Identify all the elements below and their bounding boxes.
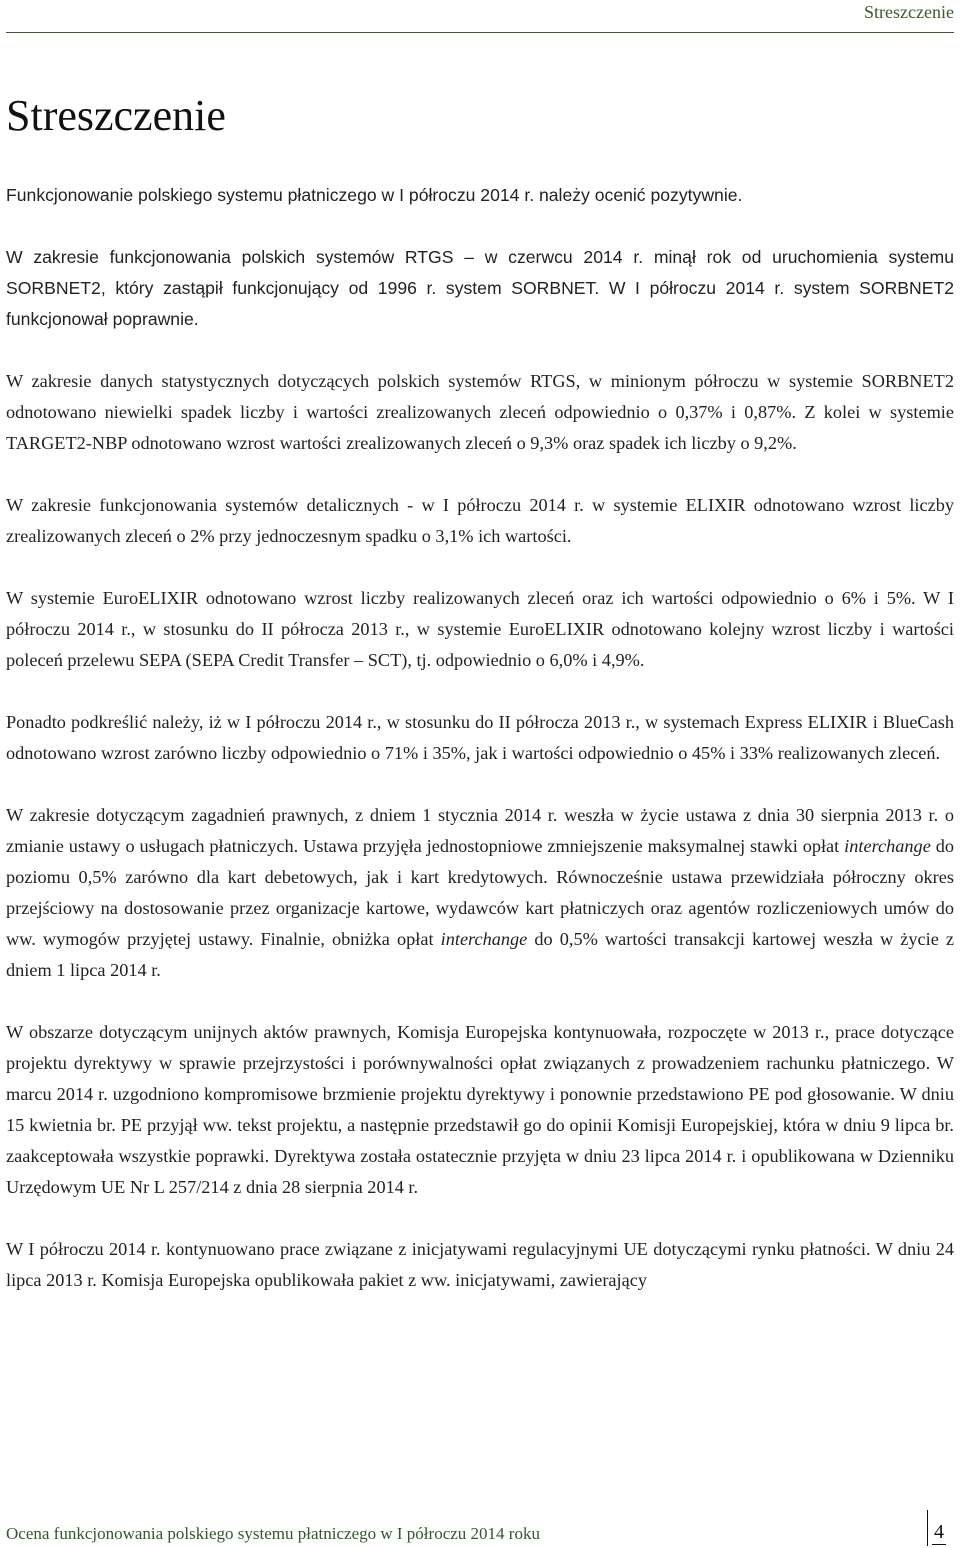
paragraph-gap — [6, 676, 954, 707]
running-header: Streszczenie — [864, 2, 954, 22]
paragraph-gap — [6, 1203, 954, 1234]
page-number: 4 — [934, 1521, 944, 1543]
paragraph-rtgs: W zakresie funkcjonowania polskich systemów RTGS – w czerwcu 2014 r. minął rok od uruchomienia systemu SORBNET2, który zastąpił funkcjonujący od 1996 r. system SORBNET. W I półroczu 2014 r. system SORBNET2 funkcjonował poprawnie. — [6, 247, 954, 329]
paragraph-gap — [6, 552, 954, 583]
paragraph-gap — [6, 335, 954, 366]
paragraph-gap — [6, 769, 954, 800]
page-title: Streszczenie — [6, 91, 226, 140]
header-rule — [6, 32, 954, 33]
paragraph-retail: W zakresie funkcjonowania systemów detalicznych - w I półroczu 2014 r. w systemie ELIXIR odnotowano wzrost liczby zrealizowanych zleceń o 2% przy jednoczesnym spadku o 3,1% ich wartości. — [6, 495, 954, 546]
paragraph-intro: Funkcjonowanie polskiego systemu płatniczego w I półroczu 2014 r. należy ocenić pozytywnie. — [6, 185, 743, 205]
legal-italic-interchange-2: interchange — [440, 929, 528, 949]
legal-text-part-2: do poziomu 0,5% zarówno dla kart debetowych, jak i kart kredytowych. Równocześnie ustawa przewidziała półroczny okres przejściowy na dostosowanie przez organizacje kartowe, wydawców kart płatniczych oraz agentów rozliczeniowych umów do ww. wymogów przyjętej ustawy. Finalnie, obniżka opłat — [6, 836, 955, 949]
document-body — [6, 180, 954, 1296]
footer-document-title: Ocena funkcjonowania polskiego systemu płatniczego w I półroczu 2014 roku — [6, 1524, 540, 1543]
paragraph-eu-acts: W obszarze dotyczącym unijnych aktów prawnych, Komisja Europejska kontynuowała, rozpoczęte w 2013 r., prace dotyczące projektu dyrektywy w sprawie przejrzystości i porównywalności opłat związanych z prowadzeniem rachunku płatniczego. W marcu 2014 r. uzgodniono kompromisowe brzmienie projektu dyrektywy i ponownie przedstawiono PE pod głosowanie. W dniu 15 kwietnia br. PE przyjął ww. tekst projektu, a następnie przedstawił go do opinii Komisji Europejskiej, która w dniu 9 lipca br. zaakceptowała wszystkie poprawki. Dyrektywa została ostatecznie przyjęta w dniu 23 lipca 2014 r. i opublikowana w Dzienniku Urzędowym UE Nr L 257/214 z dnia 28 sierpnia 2014 r. — [6, 1022, 954, 1197]
legal-text-part-3: do 0,5% wartości transakcji kartowej weszła w życie z dniem 1 lipca 2014 r. — [6, 929, 955, 980]
legal-text-part-1: W zakresie dotyczącym zagadnień prawnych, z dniem 1 stycznia 2014 r. weszła w życie ustawa z dnia 30 sierpnia 2013 r. o zmianie ustawy o usługach płatniczych. Ustawa przyjęła jednostopniowe zmniejszenie maksymalnej stawki opłat — [6, 805, 954, 856]
paragraph-express-elixir: Ponadto podkreślić należy, iż w I półroczu 2014 r., w stosunku do II półrocza 2013 r., w systemach Express ELIXIR i BlueCash odnotowano wzrost zarówno liczby odpowiednio o 71% i 35%, jak i wartości odpowiednio o 45% i 33% realizowanych zleceń. — [6, 712, 954, 763]
paragraph-gap — [6, 211, 954, 242]
paragraph-regulatory-initiatives: W I półroczu 2014 r. kontynuowano prace związane z inicjatywami regulacyjnymi UE dotyczącymi rynku płatności. W dniu 24 lipca 2013 r. Komisja Europejska opublikowała pakiet z ww. inicjatywami, zawierający — [6, 1239, 954, 1290]
paragraph-legal — [6, 800, 954, 986]
paragraph-euroelixir: W systemie EuroELIXIR odnotowano wzrost liczby realizowanych zleceń oraz ich wartości odpowiednio o 6% i 5%. W I półroczu 2014 r., w stosunku do II półrocza 2013 r., w systemie EuroELIXIR odnotowano kolejny wzrost liczby i wartości poleceń przelewu SEPA (SEPA Credit Transfer – SCT), tj. odpowiednio o 6,0% i 4,9%. — [6, 588, 954, 670]
paragraph-gap — [6, 986, 954, 1017]
paragraph-gap — [6, 459, 954, 490]
legal-italic-interchange-1: interchange — [844, 836, 931, 856]
paragraph-statistics: W zakresie danych statystycznych dotyczących polskich systemów RTGS, w minionym półroczu w systemie SORBNET2 odnotowano niewielki spadek liczby i wartości zrealizowanych zleceń odpowiednio o 0,37% i 0,87%. Z kolei w systemie TARGET2-NBP odnotowano wzrost wartości zrealizowanych zleceń o 9,3% oraz spadek ich liczby o 9,2%. — [6, 371, 954, 453]
